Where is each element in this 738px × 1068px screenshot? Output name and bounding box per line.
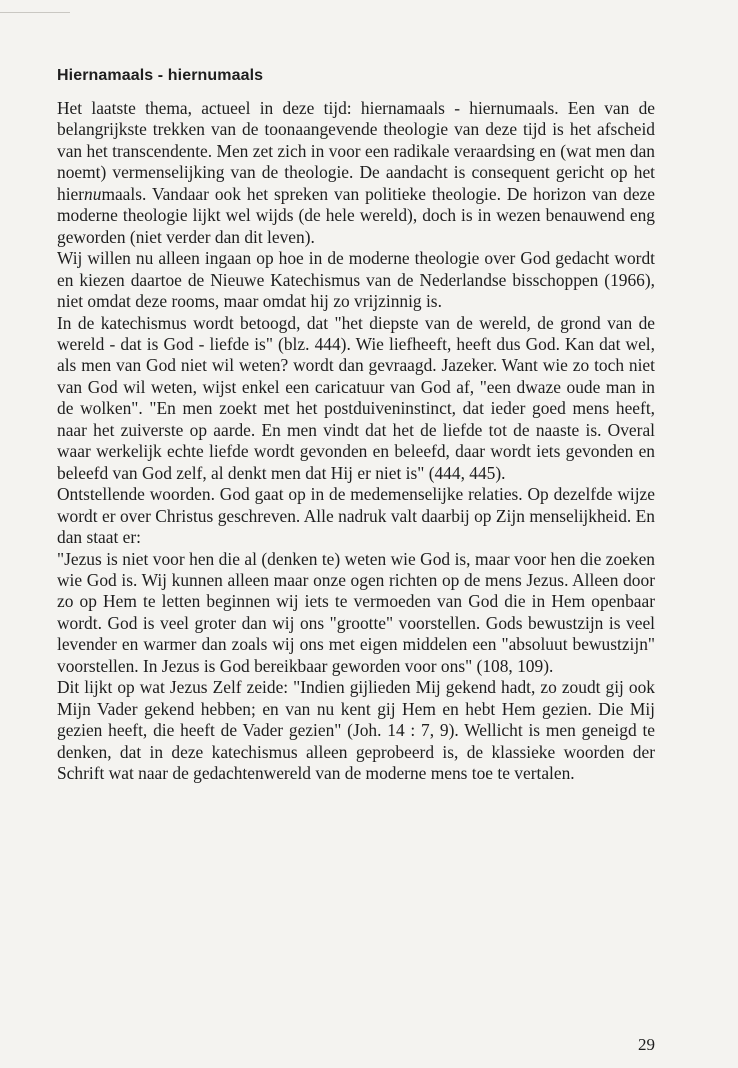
paragraph-4: Ontstellende woorden. God gaat op in de medemenselijke relaties. Op dezelfde wijze wordt er over Christus geschreven. Alle nadruk valt daarbij op Zijn menselijkheid. En dan staat er:: [57, 484, 655, 548]
paragraph-2: Wij willen nu alleen ingaan op hoe in de moderne theologie over God gedacht wordt en kiezen daartoe de Nieuwe Katechismus van de Nederlandse bisschoppen (1966), niet omdat deze rooms, maar omdat hij zo vrijzinnig is.: [57, 248, 655, 312]
paragraph-3: In de katechismus wordt betoogd, dat "het diepste van de wereld, de grond van de wereld - dat is God - liefde is" (blz. 444). Wie liefheeft, heeft dus God. Kan dat wel, als men van God niet wil weten? wordt dan gevraagd. Jazeker. Want wie zo toch niet van God wil weten, wijst enkel een caricatuur van God af, "een dwaze oude man in de wolken". "En men zoekt met het postduiveninstinct, dat ieder goed mens heeft, naar het zuiverste op aarde. En men vindt dat het de liefde tot de naaste is. Overal waar werkelijk echte liefde wordt gevonden en beleefd, daar wordt iets gevonden en beleefd van God zelf, al denkt men dat Hij er niet is" (444, 445).: [57, 312, 655, 483]
page-number: 29: [638, 1035, 655, 1054]
paragraph-1-part-1: Het laatste thema, actueel in deze tijd: hiernamaals - hiernumaals. Een van de belangrijkste trekken van de toonaangevende theologie van deze tijd is het afscheid van het transcendente. Men zet zich in voor een radikale veraardsing en (wat men dan noemt) vermenselijking van de theologie. De aandacht is consequent gericht op het hier: [57, 98, 655, 204]
section-heading: Hiernamaals - hiernumaals: [57, 67, 264, 84]
paragraph-1: [57, 98, 655, 248]
paragraph-1-part-2: maals. Vandaar ook het spreken van politieke theologie. De horizon van deze moderne theologie lijkt wel wijds (de hele wereld), doch is in wezen benauwend eng geworden (niet verder dan dit leven).: [57, 183, 655, 247]
page-content: [57, 66, 655, 785]
paragraph-6: Dit lijkt op wat Jezus Zelf zeide: "Indien gijlieden Mij gekend hadt, zo zoudt gij ook Mijn Vader gekend hebben; en van nu kent gij Hem en hebt Hem gezien. Die Mij gezien heeft, die heeft de Vader gezien" (Joh. 14 : 7, 9). Wellicht is men geneigd te denken, dat in deze katechismus alleen geprobeerd is, de klassieke woorden der Schrift wat naar de gedachtenwereld van de moderne mens toe te vertalen.: [57, 677, 655, 784]
paragraph-5: "Jezus is niet voor hen die al (denken te) weten wie God is, maar voor hen die zoeken wie God is. Wij kunnen alleen maar onze ogen richten op de mens Jezus. Alleen door zo op Hem te letten beginnen wij iets te vermoeden van God die in Hem openbaar wordt. God is veel groter dan wij ons "grootte" voorstellen. Gods bewustzijn is veel levender en warmer dan zoals wij ons met eigen middelen een "absoluut bewustzijn" voorstellen. In Jezus is God bereikbaar geworden voor ons" (108, 109).: [57, 548, 655, 676]
top-edge-rule: [0, 12, 70, 13]
body-text: [57, 98, 655, 785]
paragraph-1-emphasis: nu: [84, 183, 102, 204]
